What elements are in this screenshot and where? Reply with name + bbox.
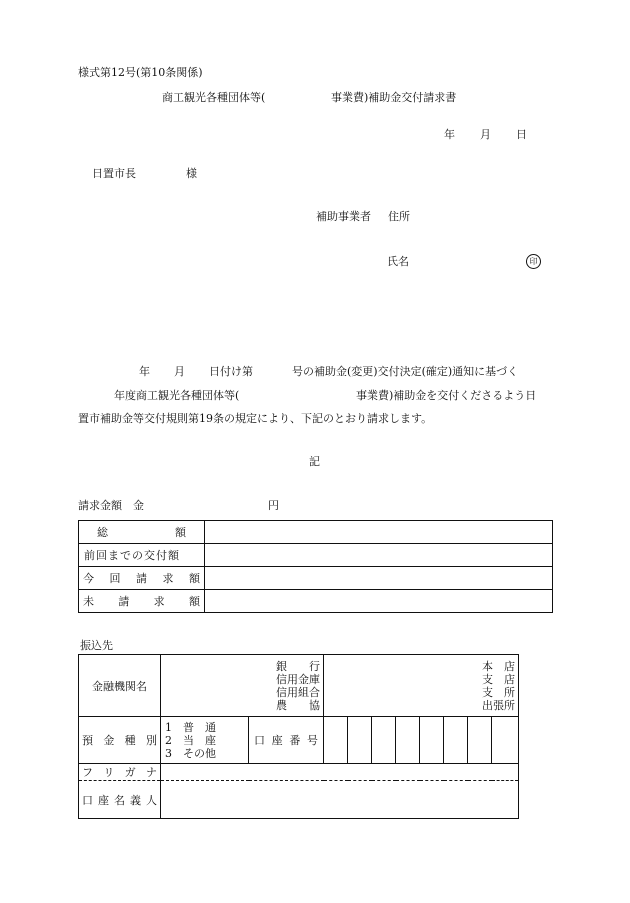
account-number-label: 口 座 番 号 (249, 717, 324, 764)
seal-mark: 印 (526, 254, 541, 269)
account-holder-label: 口 座 名 義 人 (79, 781, 161, 819)
body-line2-a: 年度商工観光各種団体等( (114, 389, 240, 402)
amount-unit: 円 (268, 499, 279, 512)
unrequested-value[interactable] (205, 590, 553, 613)
previous-paid-label: 前回までの交付額 (79, 544, 205, 567)
account-holder-input[interactable] (161, 781, 519, 819)
body-dated: 日付け第 (209, 365, 253, 378)
form-number: 様式第12号(第10条関係) (78, 66, 203, 79)
amount-label: 請求金額 金 (78, 499, 144, 512)
date-month: 月 (480, 128, 491, 141)
institution-label: 金融機関名 (79, 655, 161, 717)
body-line1-rest: 号の補助金(変更)交付決定(確定)通知に基づく (292, 365, 519, 378)
table-row (79, 655, 519, 717)
account-digit-7[interactable] (468, 717, 492, 764)
table-row (79, 521, 553, 544)
body-line2-b: 事業費)補助金を交付くださるよう日 (356, 389, 537, 402)
table-row (79, 781, 519, 819)
amount-table (78, 520, 553, 613)
table-row (79, 764, 519, 781)
date-day: 日 (516, 128, 527, 141)
form-title-prefix: 商工観光各種団体等( (162, 91, 266, 104)
furigana-label: フ リ ガ ナ (79, 764, 161, 781)
account-digit-3[interactable] (372, 717, 396, 764)
addressee-honorific: 様 (186, 167, 197, 180)
institution-type-cell[interactable]: 銀 行 信用金庫 信用組合 農 協 (161, 655, 324, 717)
date-year: 年 (444, 128, 455, 141)
account-digit-4[interactable] (396, 717, 420, 764)
applicant-name-label: 氏名 (387, 255, 409, 268)
account-digit-1[interactable] (324, 717, 348, 764)
current-request-label: 今 回 請 求 額 (79, 567, 205, 590)
current-request-value[interactable] (205, 567, 553, 590)
bank-table (78, 654, 519, 819)
deposit-type-label: 預 金 種 別 (79, 717, 161, 764)
table-row (79, 717, 519, 764)
table-row (79, 567, 553, 590)
table-row (79, 544, 553, 567)
unrequested-label: 未 請 求 額 (79, 590, 205, 613)
account-digit-2[interactable] (348, 717, 372, 764)
total-amount-label: 総 額 (79, 521, 205, 544)
applicant-role: 補助事業者 (316, 210, 371, 223)
applicant-address-label: 住所 (388, 210, 410, 223)
total-amount-value[interactable] (205, 521, 553, 544)
table-row (79, 590, 553, 613)
addressee-name: 日置市長 (92, 167, 136, 180)
transfer-heading: 振込先 (80, 639, 113, 652)
body-year: 年 (139, 365, 150, 378)
record-heading: 記 (309, 455, 320, 468)
deposit-type-options[interactable]: 1 普 通 2 当 座 3 その他 (161, 717, 249, 764)
branch-type-cell[interactable]: 本 店 支 店 支 所 出張所 (324, 655, 519, 717)
previous-paid-value[interactable] (205, 544, 553, 567)
account-digit-6[interactable] (444, 717, 468, 764)
body-month: 月 (174, 365, 185, 378)
furigana-input[interactable] (161, 764, 519, 781)
form-title-suffix: 事業費)補助金交付請求書 (331, 91, 457, 104)
account-digit-8[interactable] (492, 717, 519, 764)
account-digit-5[interactable] (420, 717, 444, 764)
body-line3: 置市補助金等交付規則第19条の規定により、下記のとおり請求します。 (78, 412, 433, 425)
